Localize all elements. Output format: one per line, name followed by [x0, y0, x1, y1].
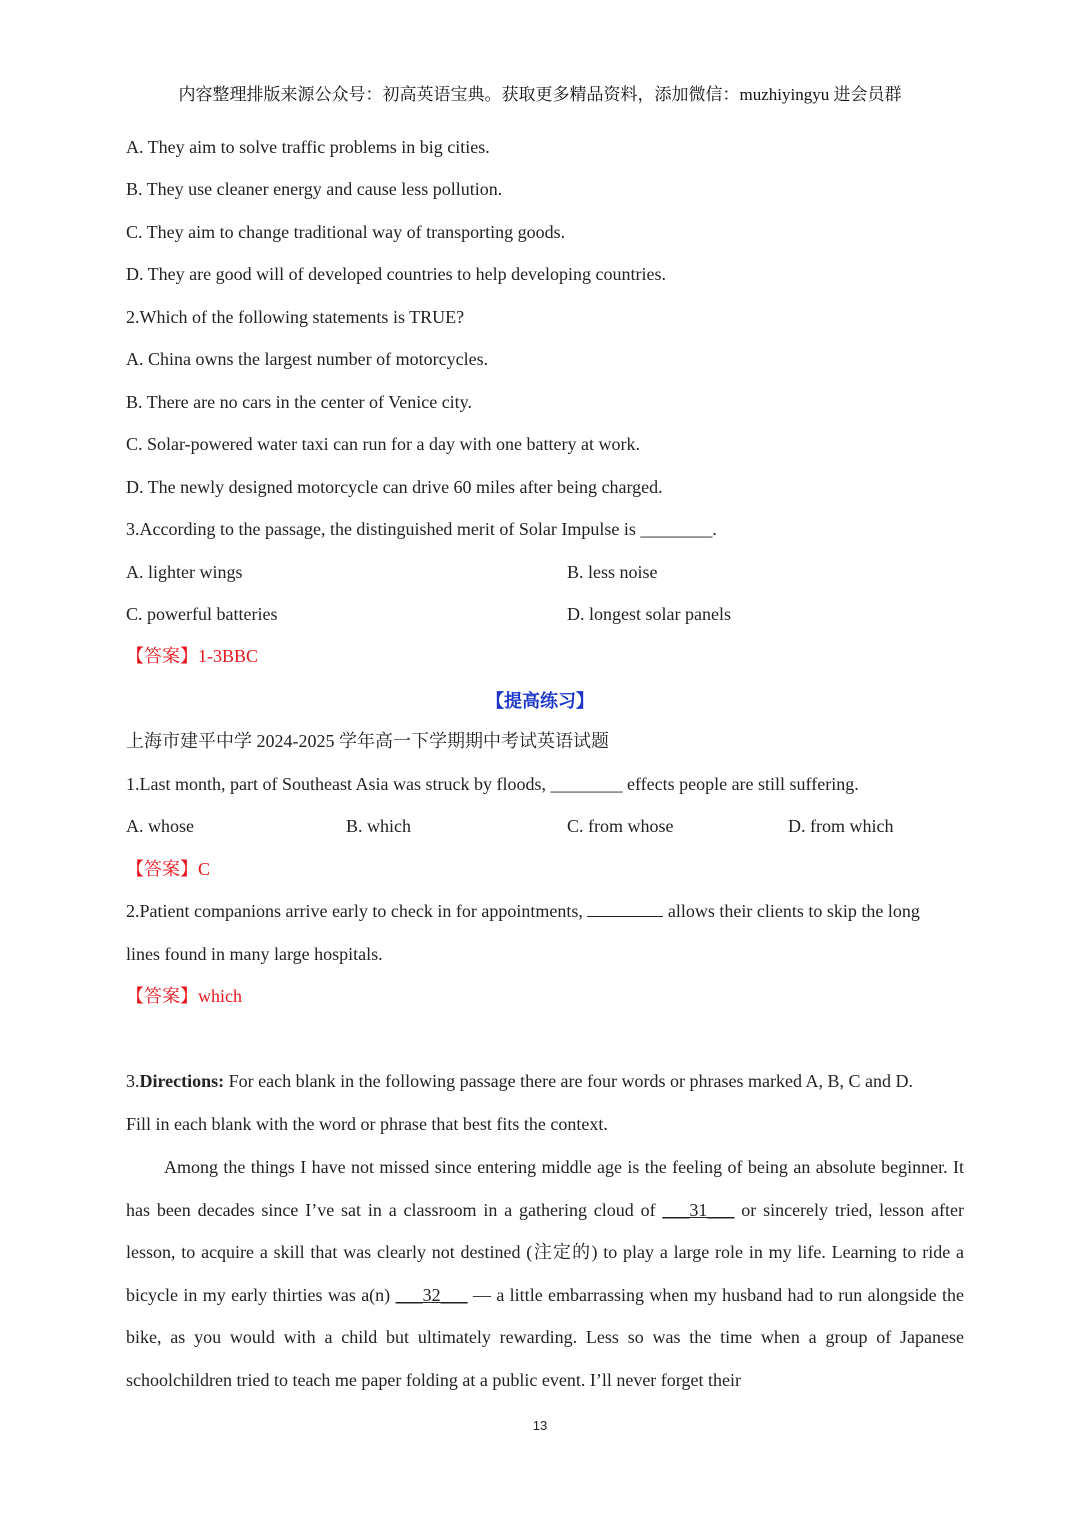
source-title: 上海市建平中学 2024-2025 学年高一下学期期中考试英语试题: [126, 731, 609, 751]
ex2-answer-value: which: [198, 986, 242, 1006]
q3-option-d: D. longest solar panels: [567, 604, 731, 624]
page-header: 内容整理排版来源公众号：初高英语宝典。获取更多精品资料，添加微信：muzhiyingyu 进会员群: [178, 85, 902, 104]
ex3-directions-line2: Fill in each blank with the word or phrase that best fits the context.: [126, 1114, 608, 1134]
q2-option-a: A. China owns the largest number of motorcycles.: [126, 349, 489, 369]
q3-stem: 3.According to the passage, the distinguished merit of Solar Impulse is ________.: [126, 519, 717, 539]
ex2-answer: [126, 984, 242, 1008]
blank-31: ___31___: [662, 1199, 735, 1220]
q2-stem: 2.Which of the following statements is TRUE?: [126, 307, 465, 327]
ex3-passage-part3: — a little embarrassing when my husband had to run alongside the bike, as you would with a child but ultimately rewarding. Less so was the time when a group of Japanese schoolchildren tried to teach me paper folding at a public event. I’ll never forget their: [126, 1284, 964, 1390]
ex3-passage-part1: Among the things I have not missed since entering middle age is the feeling of being an absolute beginner. It has been decades since I’ve sat in a classroom in a gathering cloud of: [126, 1157, 964, 1220]
page-number: 13: [532, 1418, 548, 1433]
ex2-stem: [126, 899, 920, 923]
ex2-stem-before: 2.Patient companions arrive early to check in for appointments,: [126, 901, 588, 921]
q3-option-b: B. less noise: [567, 562, 658, 582]
ex3-directions-label: Directions:: [139, 1071, 225, 1091]
q2-option-d: D. The newly designed motorcycle can drive 60 miles after being charged.: [126, 477, 663, 497]
ex3-number: 3.: [126, 1071, 140, 1091]
q2-option-c: C. Solar-powered water taxi can run for a day with one battery at work.: [126, 434, 640, 454]
ex1-option-b: B. which: [346, 816, 411, 836]
q1-option-b: B. They use cleaner energy and cause less pollution.: [126, 179, 503, 199]
ex3-passage: [126, 1146, 964, 1401]
ex2-stem-after: allows their clients to skip the long: [663, 901, 920, 921]
answer-1-3: 【答案】1-3BBC: [126, 646, 259, 666]
ex2-answer-label: 【答案】: [126, 986, 198, 1006]
ex1-option-c: C. from whose: [567, 816, 674, 836]
q3-option-a: A. lighter wings: [126, 562, 243, 582]
q2-option-b: B. There are no cars in the center of Venice city.: [126, 392, 473, 412]
q1-option-d: D. They are good will of developed countries to help developing countries.: [126, 264, 667, 284]
section-title: 【提高练习】: [486, 691, 594, 711]
q1-option-a: A. They aim to solve traffic problems in big cities.: [126, 137, 490, 157]
ex3-directions-text: For each blank in the following passage there are four words or phrases marked A, B, C and D.: [224, 1071, 913, 1091]
ex3-passage-part2: or sincerely tried, lesson after lesson, to acquire a skill that was clearly not destined (注定的) to play a large role in my life. Learning to ride a bicycle in my early thirties was a(n): [126, 1199, 964, 1305]
ex3-directions: [126, 1069, 913, 1093]
ex1-option-a: A. whose: [126, 816, 194, 836]
blank-32: ___32___: [395, 1284, 468, 1305]
ex2-blank: [587, 899, 663, 917]
ex1-option-d: D. from which: [788, 816, 894, 836]
q1-option-c: C. They aim to change traditional way of transporting goods.: [126, 222, 566, 242]
ex1-answer: 【答案】C: [126, 859, 211, 879]
ex1-stem: 1.Last month, part of Southeast Asia was struck by floods, ________ effects people are still suffering.: [126, 774, 859, 794]
q3-option-c: C. powerful batteries: [126, 604, 278, 624]
ex2-stem-line2: lines found in many large hospitals.: [126, 944, 383, 964]
